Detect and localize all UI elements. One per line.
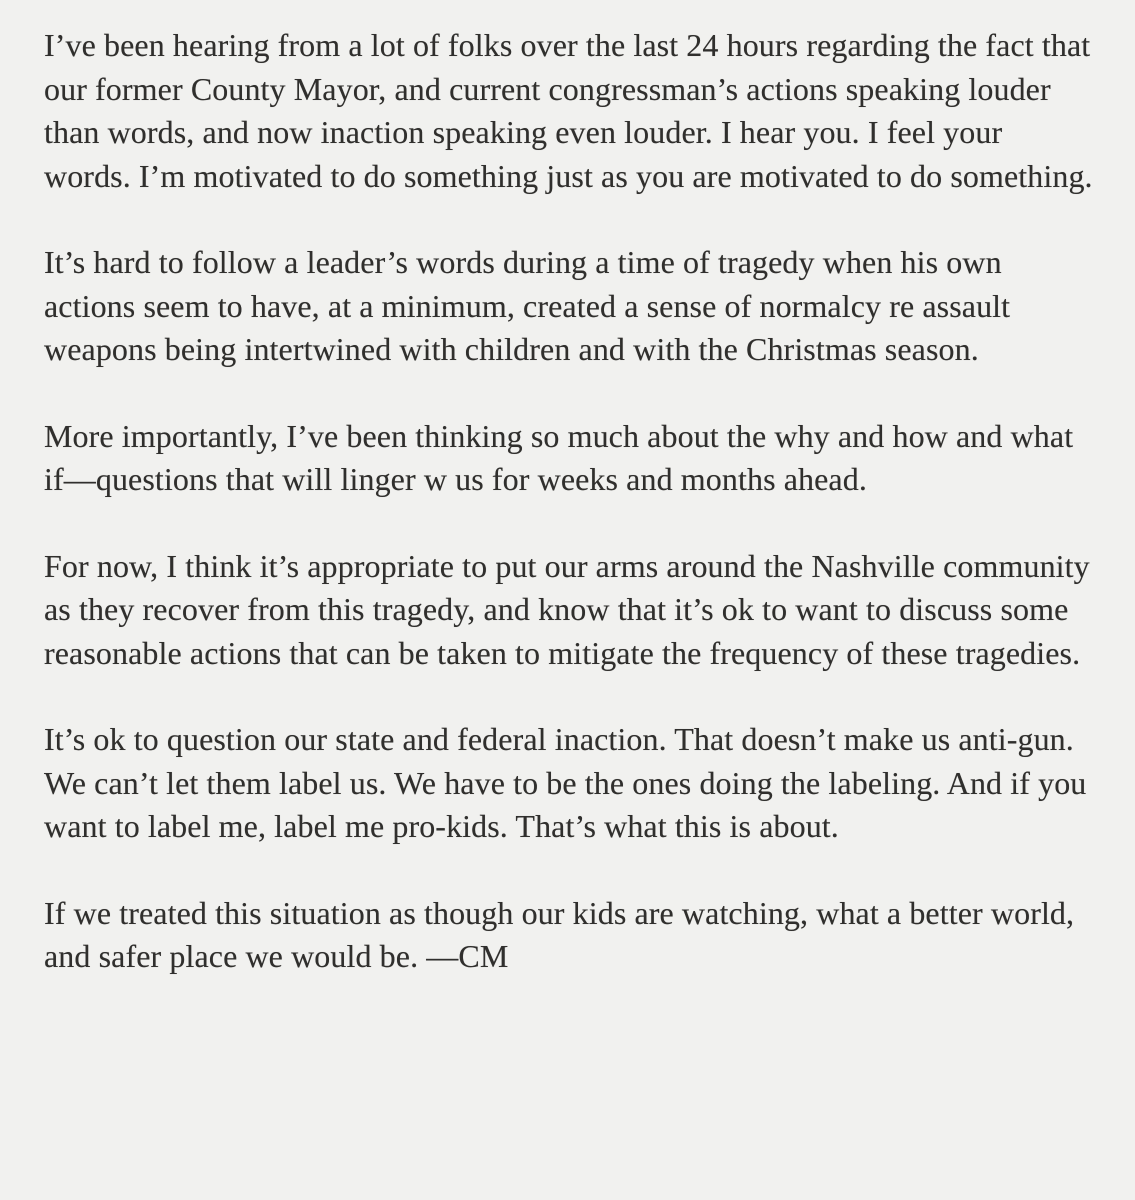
paragraph: It’s hard to follow a leader’s words during a time of tragedy when his own actions seem to have, at a minimum, created a sense of normalcy re assault weapons being intertwined with children and with the Christmas season.: [44, 244, 1011, 367]
paragraph: For now, I think it’s appropriate to put our arms around the Nashville community as they recover from this tragedy, and know that it’s ok to want to discuss some reasonable actions that can be taken to mitigate the frequency of these tragedies.: [44, 547, 1090, 671]
paragraph: It’s ok to question our state and federal inaction. That doesn’t make us anti-gun. We can’t let them label us. We have to be the ones doing the labeling. And if you want to label me, label me pro-kids. That’s what this is about.: [44, 721, 1087, 844]
paragraph-with-signature: If we treated this situation as though our kids are watching, what a better world, and safer place we would be. —CM: [44, 894, 1075, 974]
paragraph: More importantly, I’ve been thinking so much about the why and how and what if—questions that will linger w us for weeks and months ahead.: [44, 417, 1074, 497]
paragraph: I’ve been hearing from a lot of folks over the last 24 hours regarding the fact that our former County Mayor, and current congressman’s actions speaking louder than words, and now inaction speaking even louder. I hear you. I feel your words. I’m motivated to do something just as you are motivated to do something.: [44, 27, 1093, 194]
